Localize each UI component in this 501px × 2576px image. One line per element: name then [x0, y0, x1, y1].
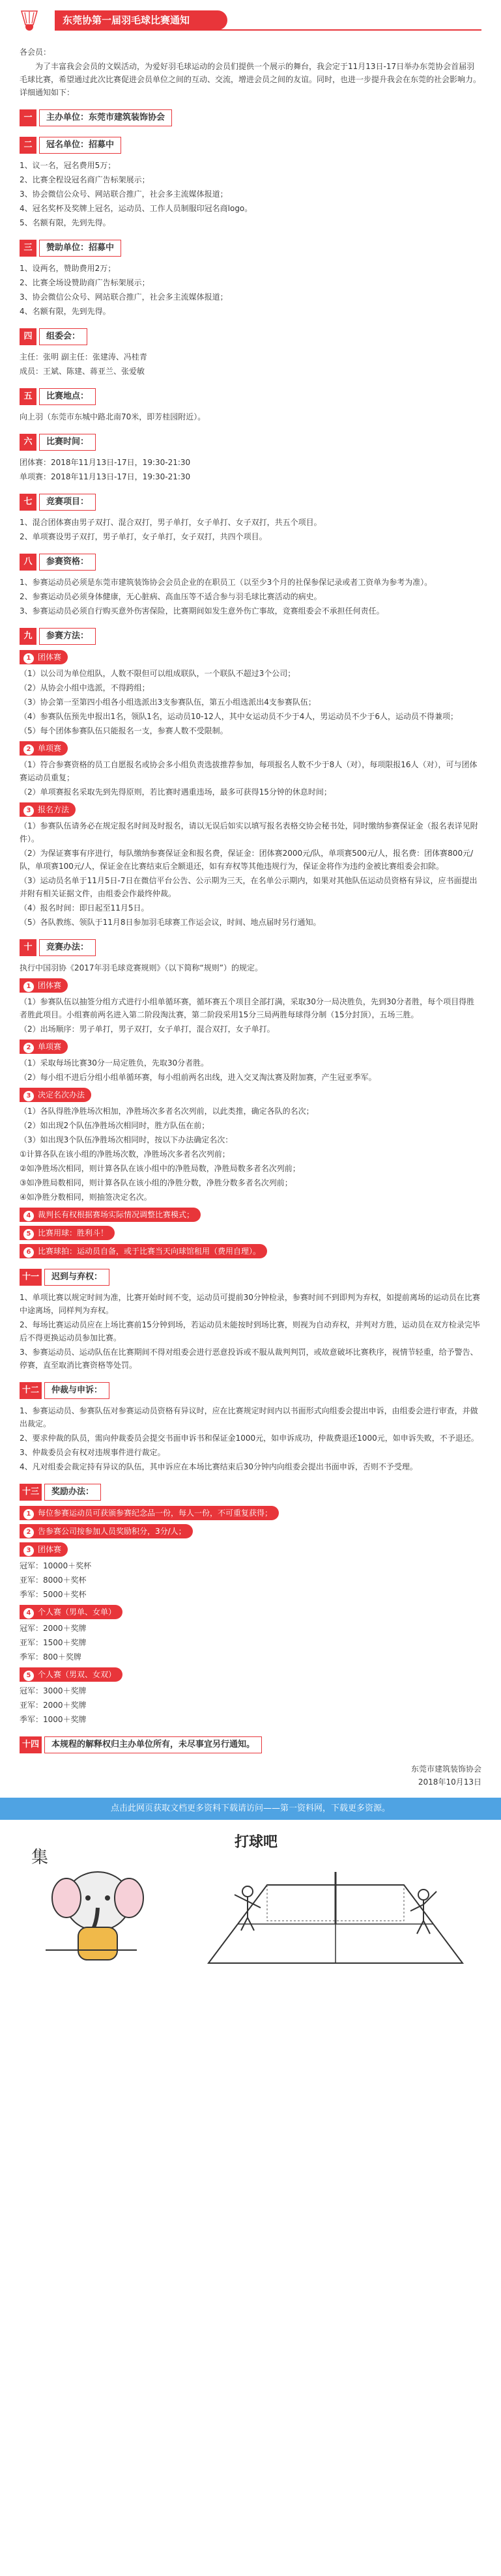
subsection-label-text: 告参赛公司按参加人员奖励积分，3分/人；: [38, 1527, 186, 1536]
section-line: 成员：王斌、陈建、蒋亚兰、张爱敏: [20, 367, 145, 376]
list-item: 亚军：1500＋奖牌: [20, 1638, 87, 1647]
list-item: 冠军：10000＋奖杯: [20, 1561, 92, 1570]
list-item: ②如净胜场次相同，则计算各队在该小组中的净胜局数，净胜局数多者名次列前；: [20, 1164, 300, 1173]
list-item: 2、比赛全程设冠名商广告标架展示；: [20, 175, 150, 184]
list-item: （2）如出现2个队伍净胜场次相同时，胜方队伍在前；: [20, 1121, 210, 1130]
list-item: 3、协会微信公众号、网站联合推广，社会多主流媒体报道；: [20, 190, 228, 199]
section-heading-s3: [20, 240, 481, 257]
section-heading-s13: [20, 1484, 481, 1501]
page-title: 东莞协第一届羽毛球比赛通知: [55, 10, 227, 30]
list-item: 2、比赛全场设赞助商广告标架展示；: [20, 278, 150, 287]
subsection-label: [20, 1667, 122, 1682]
subsection-label: [20, 650, 68, 664]
section-number-badge: 十三: [20, 1484, 42, 1501]
section-number-badge: 八: [20, 554, 36, 571]
shuttlecock-icon: [20, 9, 39, 31]
list-item: （1）参赛队伍请务必在规定报名时间及时报名，请以无误后如实以填写报名表格交协会秘书处，同时缴纳参赛保证金（报名表详见附件）。: [20, 821, 478, 843]
list-item: 亚军：8000＋奖杯: [20, 1576, 87, 1585]
section-number-badge: 十二: [20, 1382, 42, 1399]
list-item: （2）从协会小组中选派，不得跨组；: [20, 683, 150, 692]
list-item: （1）各队得胜净胜场次相加，净胜场次多者名次列前，以此类推，确定各队的名次；: [20, 1107, 314, 1116]
list-item: 1、混合团体赛由男子双打、混合双打，男子单打，女子单打、女子双打，共五个项目。: [20, 518, 322, 527]
section-intro: 执行中国羽协《2017年羽毛球竞赛规则》（以下简称“规则”）的规定。: [20, 963, 263, 972]
list-item: 冠军：2000＋奖牌: [20, 1624, 87, 1633]
list-item: 1、参赛运动员、参赛队伍对参赛运动员资格有异议时，应在比赛规定时间内以书面形式向组委会提出申诉，由组委会进行审查，并做出裁定。: [20, 1406, 478, 1428]
elephant-mascot-icon: [26, 1839, 156, 1970]
section-heading-s6: [20, 434, 481, 451]
list-item: ①计算各队在该小组的净胜场次数，净胜场次多者名次列前；: [20, 1150, 230, 1159]
section-heading-s5: [20, 388, 481, 405]
list-item: （1）采取每场比赛30分一局定胜负，先取30分者胜。: [20, 1058, 209, 1068]
subsection-number-icon: 6: [23, 1247, 34, 1258]
list-item: 季军：5000＋奖杯: [20, 1590, 87, 1599]
section-title: 仲裁与申诉：: [44, 1382, 109, 1399]
section-number-badge: 四: [20, 328, 36, 345]
list-item: （2）单项赛报名采取先到先得原则，若比赛时遇重违场，最多可获得15分钟的休息时间；: [20, 787, 332, 797]
section-title: 本规程的解释权归主办单位所有，未尽事宜另行通知。: [44, 1736, 262, 1753]
section-title: 赞助单位：招募中: [39, 240, 121, 257]
section-heading-s14: [20, 1736, 481, 1753]
list-item: （3）运动员名单于11月5日-7日在微信平台公告、公示期为三天，在名单公示期内，如果对其他队伍运动员资格有异议，应书面提出并附有相关证据文件，由组委会作最终仲裁。: [20, 876, 478, 898]
subsection-label: [20, 741, 68, 756]
section-title: 比赛地点：: [39, 388, 96, 405]
section-heading-s2: [20, 137, 481, 154]
list-item: （2）每小组不进后分组小组单循环赛，每小组前两名出线，进入交叉淘汰赛及附加赛，产生冠亚季军。: [20, 1073, 377, 1082]
section-text: 向上羽（东莞市东城中路北南70米，即芳桂园附近）。: [20, 412, 206, 421]
list-item: 1、单项比赛以规定时间为准，比赛开始时间不变，运动员可提前30分钟检录，参赛时间不到即判为弃权，如提前离场的运动员在比赛中途离场，同样判为弃权。: [20, 1293, 480, 1315]
section-number-badge: 十四: [20, 1736, 42, 1753]
subsection-label: [20, 1040, 68, 1054]
subsection-label-text: 比赛球拍：运动员自备，或于比赛当天向球馆租用（费用自理）。: [38, 1247, 261, 1256]
svg-text:集: 集: [31, 1848, 49, 1867]
signature-date: 2018年10月13日: [418, 1777, 481, 1787]
section-title: 参赛方法：: [39, 628, 96, 645]
list-item: ④如净胜分数相同，则抽签决定名次。: [20, 1193, 152, 1202]
title-underline: [55, 29, 481, 31]
section-line: 单项赛：2018年11月13日-17日，19:30-21:30: [20, 472, 191, 481]
subsection-label: [20, 978, 68, 993]
list-item: 1、设两名，赞助费用2万；: [20, 264, 116, 273]
list-item: （4）报名时间：即日起至11月5日。: [20, 903, 149, 913]
list-item: 2、参赛运动员必须身体健康，无心脏病、高血压等不适合参与羽毛球比赛活动的病史。: [20, 592, 322, 601]
subsection-label: [20, 1542, 68, 1557]
list-item: 3、参赛运动员、运动队伍在比赛期间不得对组委会进行恶意投诉或不服从裁判判罚，或故意破坏比赛秩序，视情节轻重，给予警告、停赛，直至取消比赛资格等处罚。: [20, 1348, 478, 1370]
section-number-badge: 七: [20, 494, 36, 511]
subsection-label-text: 个人赛（男单、女单）: [38, 1607, 117, 1617]
subsection-number-icon: 2: [23, 1043, 34, 1053]
section-line: 团体赛：2018年11月13日-17日，19:30-21:30: [20, 458, 191, 467]
list-item: 1、议一名，冠名费用5万；: [20, 161, 116, 170]
title-bar: [0, 0, 501, 39]
section-heading-s9: [20, 628, 481, 645]
subsection-label-text: 团体赛: [38, 1545, 62, 1554]
subsection-label-text: 报名方法: [38, 805, 70, 814]
section-title: 竞赛办法：: [39, 939, 96, 956]
subsection-number-icon: 2: [23, 744, 34, 755]
section-title: 参赛资格：: [39, 554, 96, 571]
subsection-label-text: 裁判长有权根据赛场实际情况调整比赛模式；: [38, 1210, 195, 1219]
download-footer-link[interactable]: 点击此网页获取文档更多资料下载请访问——第一资料网，下载更多资源。: [0, 1798, 501, 1820]
list-item: 5、名额有限，先到先得。: [20, 218, 111, 227]
list-item: （1）符合参赛资格的员工自愿报名或协会多小组负责选拔推荐参加，每项报名人数不少于8人（对），每项限报16人（对），可与团体赛运动员重复；: [20, 760, 478, 782]
section-number-badge: 十: [20, 939, 36, 956]
list-item: 季军：1000＋奖牌: [20, 1715, 87, 1724]
cartoon-title: 打球吧: [235, 1833, 278, 1850]
signature-block: [20, 1762, 481, 1789]
badminton-court-icon: [195, 1859, 469, 1970]
subsection-number-icon: 4: [23, 1211, 34, 1221]
section-number-badge: 二: [20, 137, 36, 154]
section-number-badge: 一: [20, 109, 36, 126]
sections: [20, 109, 481, 1753]
section-number-badge: 五: [20, 388, 36, 405]
subsection-number-icon: 3: [23, 1546, 34, 1556]
subsection-label: [20, 1524, 193, 1538]
list-item: （2）出场顺序：男子单打，男子双打，女子单打，混合双打，女子单打。: [20, 1025, 275, 1034]
subsection-number-icon: 3: [23, 1091, 34, 1101]
list-item: 4、凡对组委会裁定持有异议的队伍，其申诉应在本场比赛结束后30分钟内向组委会提出书面申诉，否则不予受理。: [20, 1462, 418, 1471]
section-heading-s7: [20, 494, 481, 511]
subsection-label-text: 单项赛: [38, 1042, 62, 1051]
list-item: 亚军：2000＋奖牌: [20, 1701, 87, 1710]
list-item: 3、参赛运动员必须自行购买意外伤害保险，比赛期间如发生意外伤亡事故，竞赛组委会不承担任何责任。: [20, 606, 384, 616]
list-item: （5）每个团体参赛队伍只能报名一支，参赛人数不受限制。: [20, 726, 228, 735]
list-item: （1）以公司为单位组队，人数不限但可以组成联队，一个联队不超过3个公司；: [20, 669, 296, 678]
subsection-label: [20, 1226, 115, 1240]
subsection-label: [20, 1088, 91, 1102]
section-title: 主办单位：东莞市建筑装饰协会: [39, 109, 172, 126]
subsection-label: [20, 1605, 122, 1619]
subsection-number-icon: 5: [23, 1671, 34, 1681]
list-item: 2、单项赛设男子双打，男子单打，女子单打，女子双打，共四个项目。: [20, 532, 267, 541]
subsection-label: [20, 1244, 267, 1258]
list-item: 季军：800＋奖牌: [20, 1652, 81, 1662]
section-line: 主任：张明 副主任：张建涛、冯桂青: [20, 352, 147, 361]
list-item: （3）协会第一至第四小组各小组选派出3支参赛队伍，第五小组选派出4支参赛队伍；: [20, 698, 316, 707]
section-title: 组委会：: [39, 328, 87, 345]
subsection-label-text: 比赛用球：胜利斗！: [38, 1228, 109, 1238]
subsection-number-icon: 4: [23, 1608, 34, 1619]
greeting: 各会员：: [20, 48, 51, 57]
section-title: 竞赛项目：: [39, 494, 96, 511]
section-heading-s1: [20, 109, 481, 126]
section-number-badge: 六: [20, 434, 36, 451]
subsection-number-icon: 1: [23, 1509, 34, 1520]
list-item: （3）如出现3个队伍净胜场次相同时，按以下办法确定名次：: [20, 1135, 233, 1144]
list-item: （4）参赛队伍预先申报出1名，领队1名，运动员10-12人，其中女运动员不少于4人，男运动员不少于6人，运动员不得兼项；: [20, 712, 459, 721]
list-item: 2、要求仲裁的队员，需向仲裁委员会提交书面申诉书和保证金1000元，如申诉成功，仲裁费退还1000元，如申诉失败，不予退还。: [20, 1434, 479, 1443]
list-item: 3、协会微信公众号、网站联合推广，社会多主流媒体报道；: [20, 292, 228, 302]
subsection-label: [20, 1506, 279, 1520]
list-item: （1）参赛队伍以抽签分组方式进行小组单循环赛，循环赛五个项目全部打满，采取30分一局决胜负，先到30分者胜，每个项目得胜者胜此项目。小组赛前两名进入第二阶段淘汰赛，第二阶段采用15分三局两胜每球得分制（15分封顶），五场三胜。: [20, 997, 475, 1019]
list-item: 4、名额有限，先到先得。: [20, 307, 111, 316]
list-item: 2、每场比赛运动员应在上场比赛前15分钟到场，若运动员未能按时到场比赛，则视为自动弃权，并判对方胜，运动员在双方检录完毕后不得更换运动员参加比赛。: [20, 1320, 480, 1342]
list-item: 冠军：3000＋奖牌: [20, 1686, 87, 1695]
list-item: ③如净胜局数相同，则计算各队在该小组的净胜分数，净胜分数多者名次列前；: [20, 1178, 293, 1187]
subsection-number-icon: 2: [23, 1527, 34, 1538]
list-item: 4、冠名奖杯及奖牌上冠名，运动员、工作人员制服印冠名商logo。: [20, 204, 253, 213]
signature-org: 东莞市建筑装饰协会: [410, 1764, 481, 1774]
list-item: 3、仲裁委员会有权对违规事件进行裁定。: [20, 1448, 165, 1457]
list-item: （5）各队教练、领队于11月8日参加羽毛球赛工作运会议，时间、地点届时另行通知。: [20, 918, 321, 927]
subsection-number-icon: 1: [23, 653, 34, 664]
subsection-label-text: 每位参赛运动员可获颁参赛纪念品一份，每人一份，不可重复获得；: [38, 1508, 273, 1518]
section-title: 迟到与弃权：: [44, 1269, 109, 1286]
list-item: （2）为保证赛事有序进行，每队缴纳参赛保证金和报名费，保证金：团体赛2000元/队，单项赛500元/人，报名费：团体赛800元/队，单项赛100元/人，保证金在比赛结束后全额退还，如有弃权等其他违规行为，保证金将作为违约金被比赛组委会扣除。: [20, 849, 474, 871]
section-title: 奖励办法：: [44, 1484, 101, 1501]
section-heading-s10: [20, 939, 481, 956]
subsection-label-text: 个人赛（男双、女双）: [38, 1670, 117, 1679]
subsection-number-icon: 3: [23, 806, 34, 816]
subsection-number-icon: 5: [23, 1229, 34, 1239]
subsection-label-text: 决定名次办法: [38, 1090, 85, 1099]
subsection-label-text: 团体赛: [38, 981, 62, 990]
subsection-label-text: 单项赛: [38, 744, 62, 753]
subsection-label-text: 团体赛: [38, 653, 62, 662]
section-number-badge: 九: [20, 628, 36, 645]
section-number-badge: 十一: [20, 1269, 42, 1286]
section-title: 比赛时间：: [39, 434, 96, 451]
section-heading-s11: [20, 1269, 481, 1286]
section-heading-s4: [20, 328, 481, 345]
cartoon-illustration: [0, 1833, 501, 1970]
section-number-badge: 三: [20, 240, 36, 257]
section-heading-s8: [20, 554, 481, 571]
section-heading-s12: [20, 1382, 481, 1399]
subsection-label: [20, 802, 76, 817]
intro-paragraph: 为了丰富我会会员的文娱活动，为爱好羽毛球运动的会员们提供一个展示的舞台，我会定于11月13日-17日举办东莞协会首届羽毛球比赛，希望通过此次比赛促进会员单位之间的互动、交流，增进会员之间的友谊。同时，也进一步提升我会在东莞的社会影响力。详细通知如下：: [20, 62, 481, 97]
list-item: 1、参赛运动员必须是东莞市建筑装饰协会会员企业的在职员工（以至少3个月的社保参保记录或者工资单为参考为准）。: [20, 578, 433, 587]
subsection-number-icon: 1: [23, 982, 34, 992]
section-title: 冠名单位：招募中: [39, 137, 121, 154]
notice-body: [0, 39, 501, 1789]
subsection-label: [20, 1208, 201, 1222]
